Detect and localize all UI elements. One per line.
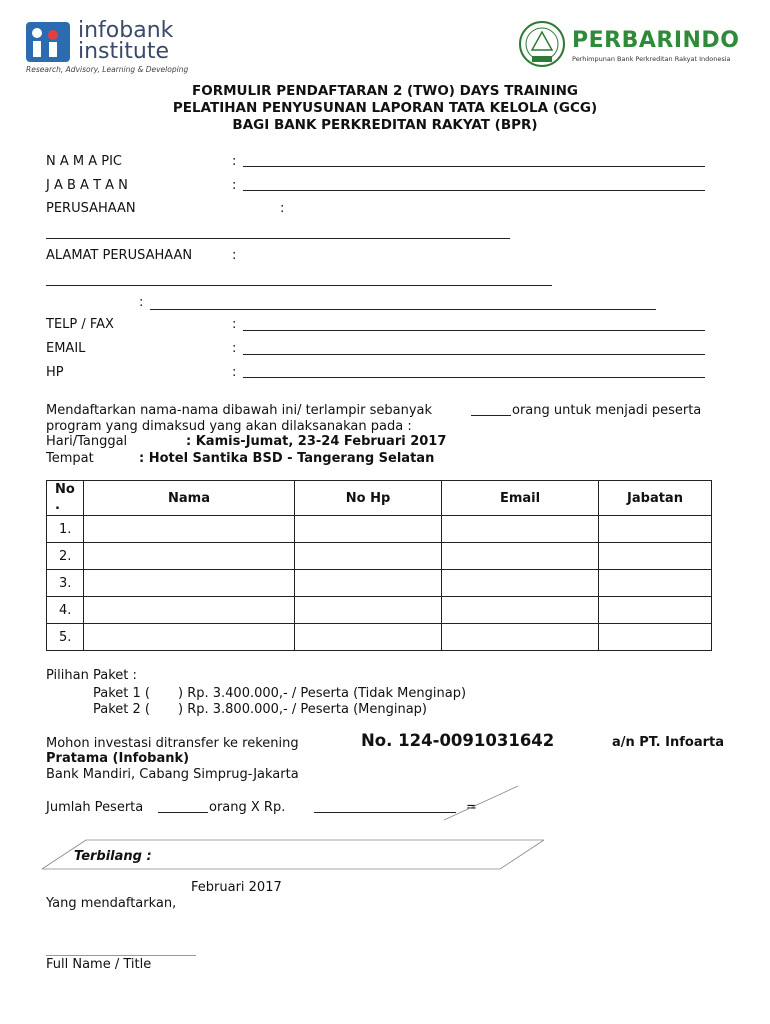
nama-pic-label: N A M A PIC [46, 154, 123, 169]
cell-jabatan[interactable] [599, 516, 712, 543]
account-holder-line2: Pratama (Infobank) [46, 751, 190, 766]
perbarindo-logo-name: PERBARINDO [572, 28, 740, 53]
hp-input-line[interactable] [243, 377, 705, 378]
hari-label: Hari/Tanggal [46, 434, 128, 449]
col-header-no: No . [47, 481, 84, 516]
col-header-email: Email [442, 481, 599, 516]
signature-fullname-label: Full Name / Title [46, 957, 152, 972]
tempat-label: Tempat [46, 451, 94, 466]
row-number: 4. [47, 597, 84, 624]
tempat-value: : Hotel Santika BSD - Tangerang Selatan [139, 451, 435, 466]
telp-label: TELP / FAX [46, 317, 114, 332]
jumlah-equals: = [466, 800, 477, 815]
alamat-colon: : [232, 248, 237, 263]
cell-nohp[interactable] [295, 597, 442, 624]
account-number: No. 124-0091031642 [361, 731, 555, 750]
form-title-line2: PELATIHAN PENYUSUNAN LAPORAN TATA KELOLA (GCG) [172, 100, 598, 116]
cell-nohp[interactable] [295, 570, 442, 597]
cell-jabatan[interactable] [599, 570, 712, 597]
alamat-label: ALAMAT PERUSAHAAN [46, 248, 193, 263]
alamat-input-line-1[interactable] [46, 285, 552, 286]
cell-email[interactable] [442, 624, 599, 651]
row-number: 5. [47, 624, 84, 651]
col-header-nama: Nama [84, 481, 295, 516]
row-number: 3. [47, 570, 84, 597]
col-header-jabatan: Jabatan [599, 481, 712, 516]
signature-line[interactable] [46, 955, 196, 956]
paket-1-checkbox[interactable]: Paket 1 ( [93, 686, 150, 701]
perbarindo-seal-icon [518, 20, 566, 68]
cell-nama[interactable] [84, 624, 295, 651]
nama-pic-input-line[interactable] [243, 166, 705, 167]
hari-value: : Kamis-Jumat, 23-24 Februari 2017 [186, 434, 447, 449]
table-row [47, 597, 712, 624]
cell-nama[interactable] [84, 516, 295, 543]
infobank-logo-line2: institute [78, 39, 169, 64]
cell-nama[interactable] [84, 543, 295, 570]
perusahaan-input-line[interactable] [46, 238, 510, 239]
cell-email[interactable] [442, 570, 599, 597]
paket-2-desc: ) Rp. 3.800.000,- / Peserta (Menginap) [178, 702, 427, 717]
cell-nohp[interactable] [295, 543, 442, 570]
intro-text-2: program yang dimaksud yang akan dilaksanakan pada : [46, 419, 412, 434]
cell-nohp[interactable] [295, 516, 442, 543]
infobank-logo-line1: infobank [78, 18, 174, 43]
email-input-line[interactable] [243, 354, 705, 355]
email-label: EMAIL [46, 341, 86, 356]
peserta-table [46, 480, 712, 651]
table-header-row [47, 481, 712, 516]
cell-jabatan[interactable] [599, 624, 712, 651]
jabatan-colon: : [232, 178, 237, 193]
cell-jabatan[interactable] [599, 543, 712, 570]
account-holder: a/n PT. Infoarta [611, 735, 724, 750]
infobank-logo-icon [26, 22, 70, 62]
cell-jabatan[interactable] [599, 597, 712, 624]
cell-email[interactable] [442, 516, 599, 543]
table-row [47, 624, 712, 651]
telp-input-line[interactable] [243, 330, 705, 331]
jabatan-input-line[interactable] [243, 190, 705, 191]
hp-colon: : [232, 365, 237, 380]
jumlah-orang-input-line[interactable] [471, 415, 511, 416]
signature-date: Februari 2017 [191, 880, 282, 895]
jumlah-label: Jumlah Peserta [46, 800, 144, 815]
perusahaan-colon: : [280, 201, 285, 216]
cell-nama[interactable] [84, 597, 295, 624]
row-number: 1. [47, 516, 84, 543]
paket-label: Pilihan Paket : [46, 668, 137, 683]
nama-pic-colon: : [232, 154, 237, 169]
form-title-line1: FORMULIR PENDAFTARAN 2 (TWO) DAYS TRAINING [192, 83, 578, 99]
perusahaan-label: PERUSAHAAN [46, 201, 136, 216]
infobank-tagline: Research, Advisory, Learning & Developing [26, 65, 189, 74]
table-row [47, 570, 712, 597]
intro-text-1a: Mendaftarkan nama-nama dibawah ini/ terlampir sebanyak [46, 403, 433, 418]
form-title-line3: BAGI BANK PERKREDITAN RAKYAT (BPR) [232, 117, 538, 133]
jabatan-label: J A B A T A N [46, 178, 128, 193]
hp-label: HP [46, 365, 64, 380]
jumlah-orang-label: orang X Rp. [209, 800, 286, 815]
alamat-colon-2: : [139, 295, 144, 310]
table-row [47, 516, 712, 543]
paket-2-checkbox[interactable]: Paket 2 ( [93, 702, 150, 717]
intro-text-1b: orang untuk menjadi peserta [512, 403, 702, 418]
cell-nohp[interactable] [295, 624, 442, 651]
signature-yang-mendaftarkan: Yang mendaftarkan, [46, 896, 177, 911]
row-number: 2. [47, 543, 84, 570]
bank-branch: Bank Mandiri, Cabang Simprug-Jakarta [46, 767, 299, 782]
perbarindo-logo-subtitle: Perhimpunan Bank Perkreditan Rakyat Indonesia [572, 55, 731, 63]
cell-nama[interactable] [84, 570, 295, 597]
cell-email[interactable] [442, 597, 599, 624]
transfer-text: Mohon investasi ditransfer ke rekening [46, 736, 299, 751]
email-colon: : [232, 341, 237, 356]
alamat-input-line-2[interactable] [150, 309, 656, 310]
table-row [47, 543, 712, 570]
cell-email[interactable] [442, 543, 599, 570]
col-header-nohp: No Hp [295, 481, 442, 516]
telp-colon: : [232, 317, 237, 332]
terbilang-label: Terbilang : [74, 849, 152, 864]
paket-1-desc: ) Rp. 3.400.000,- / Peserta (Tidak Menginap) [178, 686, 467, 701]
